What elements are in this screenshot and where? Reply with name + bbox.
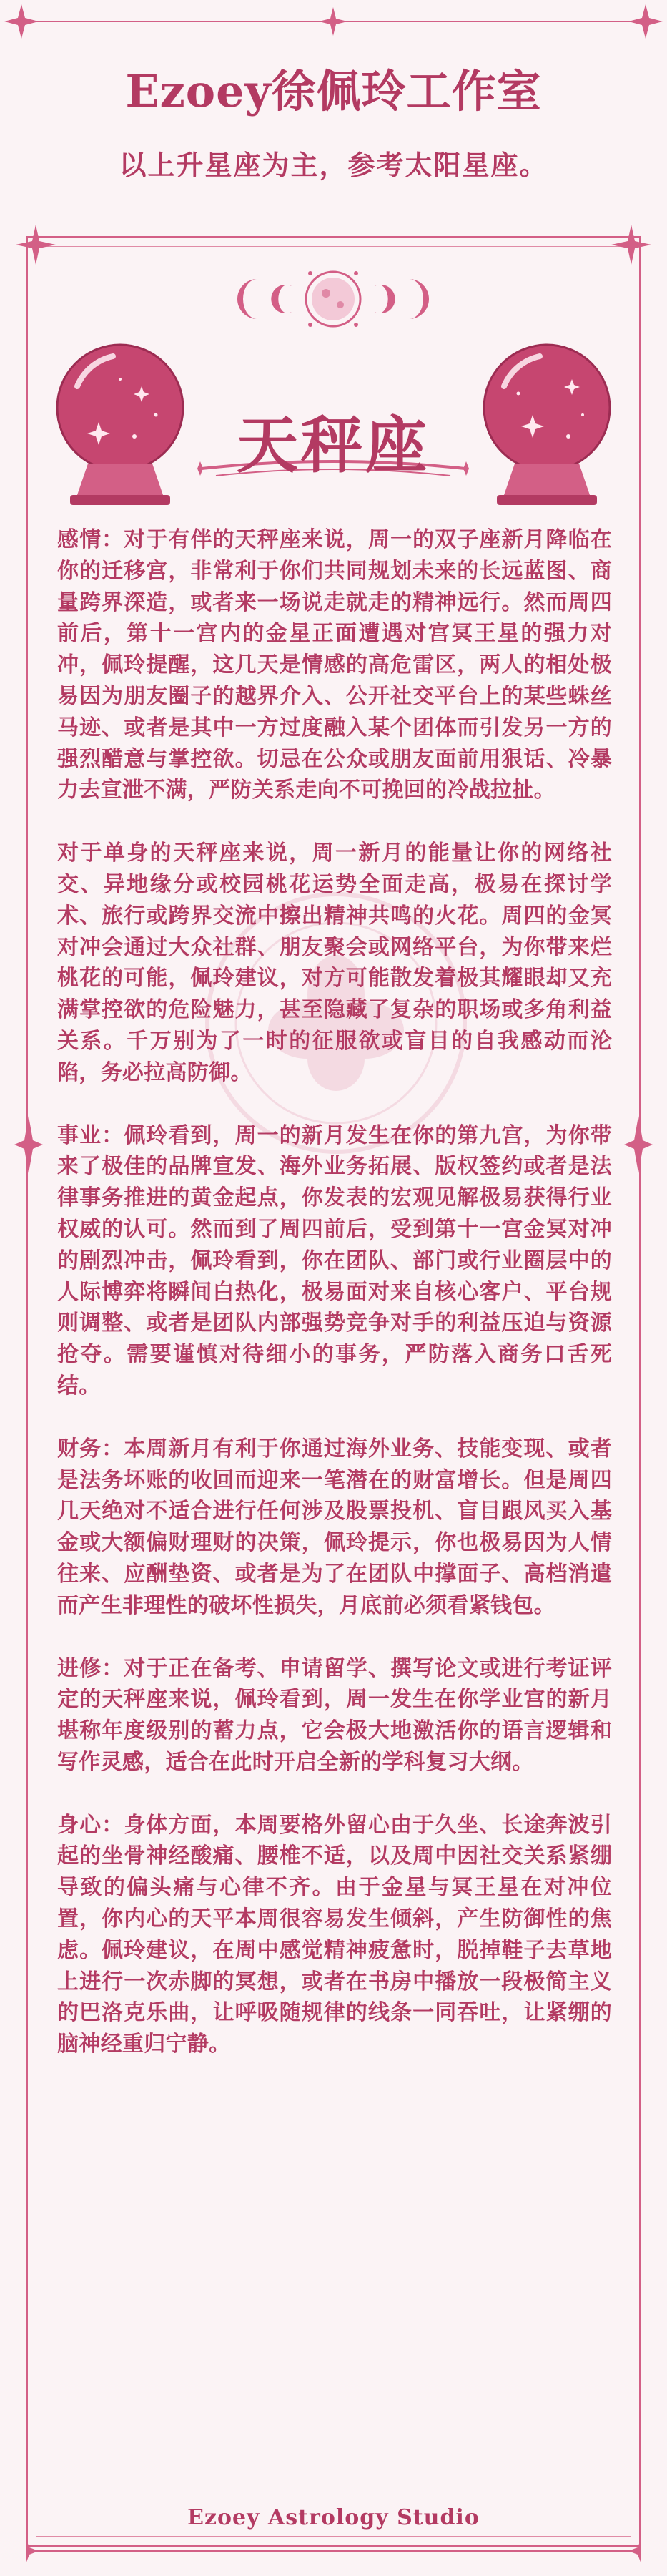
corner-star-icon [610, 223, 653, 266]
crystal-ball-icon [475, 336, 618, 508]
love-couple-paragraph: 感情：对于有伴的天秤座来说，周一的双子座新月降临在你的迁移宫，非常利于你们共同规划未来的长远蓝图、商量跨界深造，或者来一场说走就走的精神远行。然而周四前后，第十一宫内的金星正面遭遇对宫冥王星的强力对冲，佩玲提醒，这几天是情感的高危雷区，两人的相处极易因为朋友圈子的越界介入、公开社交平台上的某些蛛丝马迹、或者是其中一方过度融入某个团体而引发另一方的强烈醋意与掌控欲。切忌在公众或朋友面前用狠话、冷暴力去宣泄不满，严防关系走向不可挽回的冷战拉扯。 [57, 527, 612, 803]
love-single-paragraph: 对于单身的天秤座来说，周一新月的能量让你的网络社交、异地缘分或校园桃花运势全面走高，极易在探讨学术、旅行或跨界交流中擦出精神共鸣的火花。周四的金冥对冲会通过大众社群、朋友聚会或网络平台，为你带来烂桃花的可能，佩玲建议，对方可能散发着极其耀眼却又充满掌控欲的危险魅力，甚至隐藏了复杂的职场或多角利益关系。千万别为了一时的征服欲或盲目的自我感动而沦陷，务必拉高防御。 [57, 841, 612, 1085]
study-paragraph: 进修：对于正在备考、申请留学、撰写论文或进行考证评定的天秤座来说，佩玲看到，周一发生在你学业宫的新月堪称年度级别的蓄力点，它会极大地激活你的语言逻辑和写作灵感，适合在此时开启全新的学科复习大纲。 [57, 1655, 612, 1775]
top-star-ornament [0, 0, 667, 43]
finance-paragraph: 财务：本周新月有利于你通过海外业务、技能变现、或者是法务坏账的收回而迎来一笔潜在的财富增长。但是周四几天绝对不适合进行任何涉及股票投机、盲目跟风买入基金或大额偏财理财的决策，佩玲提示，你也极易因为人情往来、应酬垫资、或者是为了在团队中撑面子、高档消遣而产生非理性的破坏性损失，月底前必须看紧钱包。 [57, 1436, 612, 1618]
studio-title: Ezoey徐佩玲工作室 [125, 65, 542, 117]
page-subtitle: 以上升星座为主，参考太阳星座。 [119, 150, 548, 181]
crystal-ball-icon [49, 336, 192, 508]
corner-star-icon [14, 223, 57, 266]
side-ornament-icon [624, 1116, 653, 1173]
horoscope-content [57, 524, 612, 2092]
moon-phase-icon [236, 265, 430, 333]
career-paragraph: 事业：佩玲看到，周一的新月发生在你的第九宫，为你带来了极佳的品牌宣发、海外业务拓展、版权签约或者是法律事务推进的黄金起点，你发表的宏观见解极易获得行业权威的认可。然而到了周四前后，受到第十一宫金冥对冲的剧烈冲击，佩玲看到，你在团队、部门或行业圈层中的人际博弈将瞬间白热化，极易面对来自核心客户、平台规则调整、或者是团队内部强势竞争对手的利益压迫与资源抢夺。需要谨慎对待细小的事务，严防落入商务口舌死结。 [57, 1122, 612, 1399]
health-paragraph: 身心：身体方面，本周要格外留心由于久坐、长途奔波引起的坐骨神经酸痛、腰椎不适，以及周中因社交关系紧绷导致的偏头痛与心律不齐。由于金星与冥王星在对冲位置，你内心的天平本周很容易发生倾斜，产生防御性的焦虑。佩玲建议，在周中感觉精神疲惫时，脱掉鞋子去草地上进行一次赤脚的冥想，或者在书房中播放一段极简主义的巴洛克乐曲，让呼吸随规律的线条一同吞吐，让紧绷的脑神经重归宁静。 [57, 1812, 612, 2057]
studio-footer: Ezoey Astrology Studio [187, 2505, 480, 2530]
bottom-star-ornament [26, 2537, 641, 2565]
sign-title: 天秤座 [237, 409, 430, 481]
side-ornament-icon [14, 1116, 43, 1173]
